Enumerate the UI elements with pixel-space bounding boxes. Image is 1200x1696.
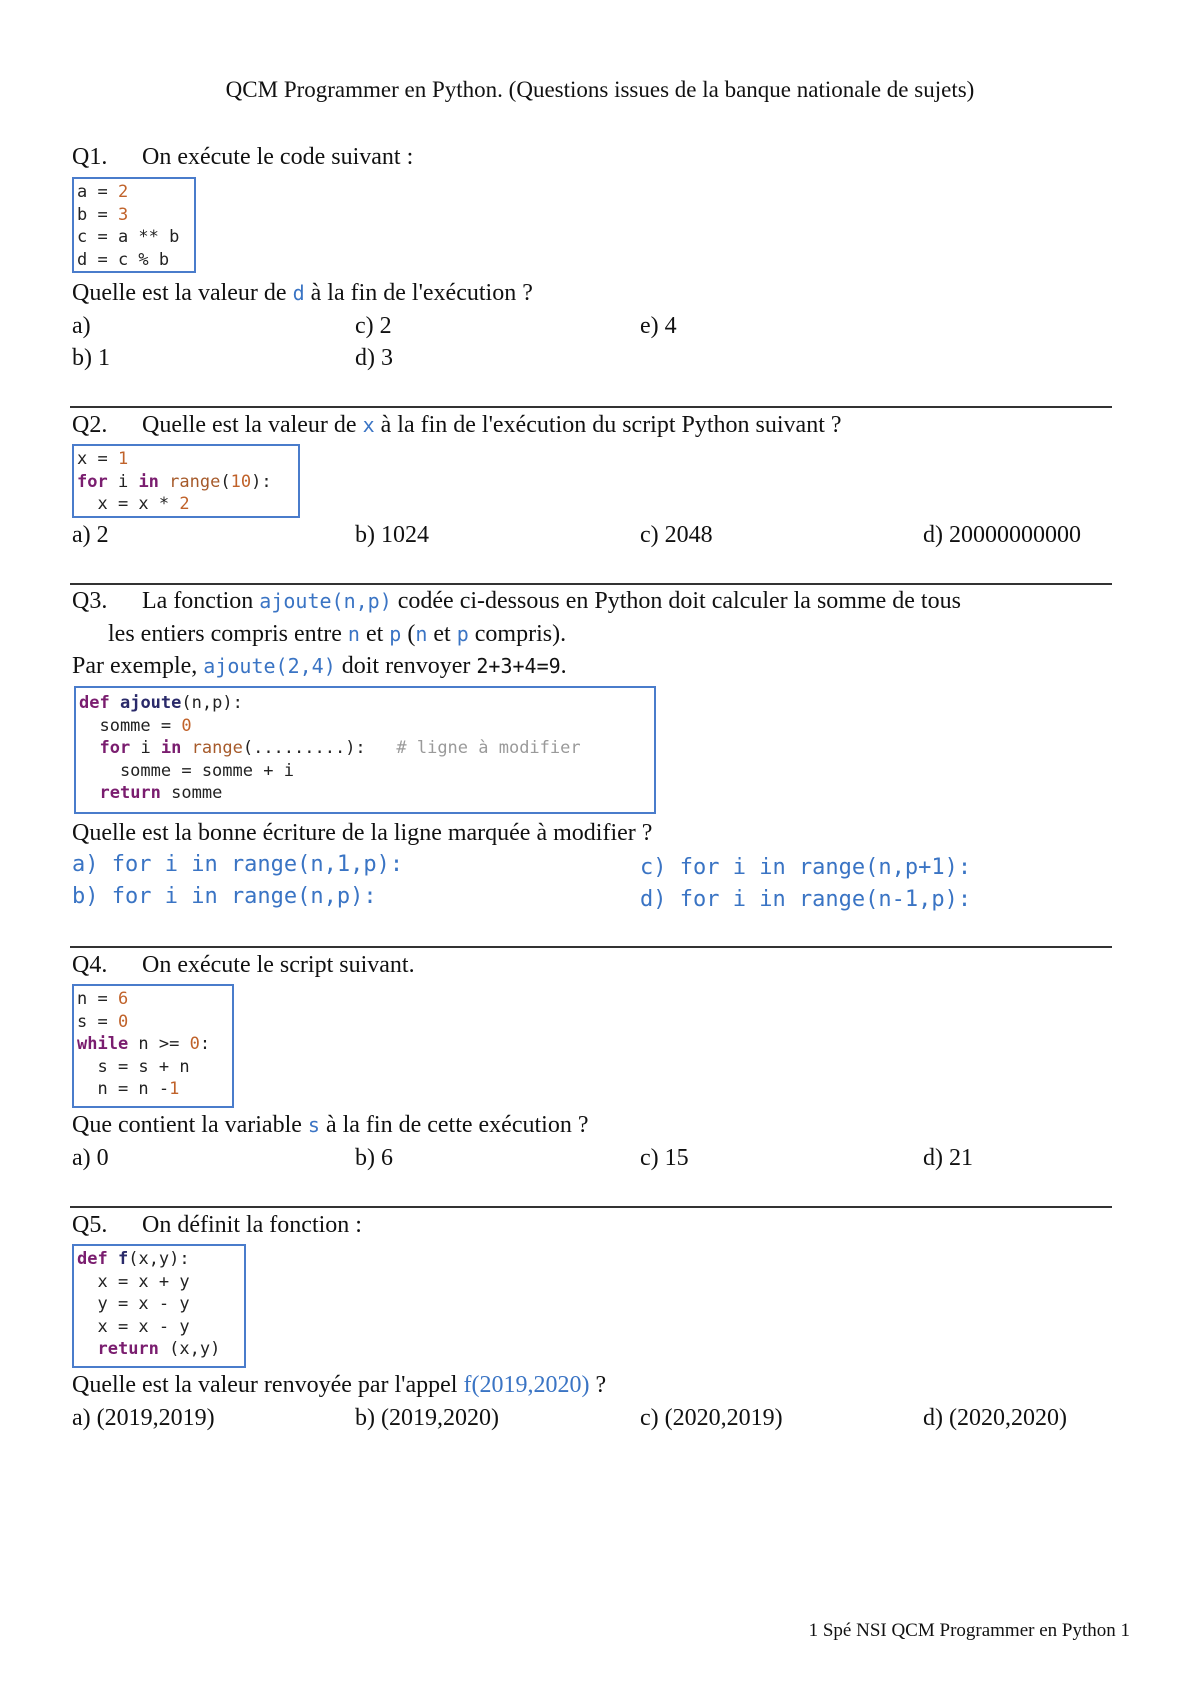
q3-option-d: d) for i in range(n-1,p): — [640, 887, 972, 912]
q1-text: On exécute le code suivant : — [142, 144, 414, 170]
code-line: s = s + n — [77, 1056, 190, 1077]
q2-code-block — [72, 444, 300, 518]
q2-option-c: c) 2048 — [640, 522, 713, 548]
code-line: for i in range(.........): # ligne à modifier — [99, 738, 581, 758]
q5-number: Q5. — [72, 1212, 108, 1238]
code-line: return (x,y) — [97, 1339, 221, 1359]
page-title: QCM Programmer en Python. (Questions issues de la banque nationale de sujets) — [225, 77, 975, 102]
q4-number: Q4. — [72, 952, 108, 978]
q1-option-d: d) 3 — [355, 345, 393, 371]
code-line: n = 6 — [77, 989, 129, 1009]
q1-heading — [72, 144, 413, 171]
q5-option-b: b) (2019,2020) — [355, 1405, 499, 1431]
code-line: b = 3 — [77, 204, 129, 225]
code-line: n = n -1 — [77, 1079, 180, 1099]
q4-option-a: a) 0 — [72, 1145, 109, 1171]
code-line: y = x - y — [77, 1294, 190, 1314]
q2-option-a: a) 2 — [72, 522, 109, 548]
q2-option-b: b) 1024 — [355, 522, 429, 548]
q4-option-b: b) 6 — [355, 1145, 393, 1171]
page-footer: 1 Spé NSI QCM Programmer en Python 1 — [808, 1620, 1130, 1641]
divider — [70, 406, 1112, 408]
q2-number: Q2. — [72, 412, 108, 438]
code-line: x = x * 2 — [77, 494, 190, 514]
q3-question: Quelle est la bonne écriture de la ligne marquée à modifier ? — [72, 820, 653, 846]
divider — [70, 946, 1112, 948]
divider — [70, 1206, 1112, 1208]
q3-option-b: b) for i in range(n,p): — [72, 884, 377, 909]
q1-option-c: c) 2 — [355, 313, 392, 339]
q5-code-block — [72, 1244, 246, 1368]
q5-option-d: d) (2020,2020) — [923, 1405, 1067, 1431]
divider — [70, 583, 1112, 585]
code-line: x = 1 — [77, 449, 129, 469]
code-line: while n >= 0: — [77, 1034, 211, 1054]
code-line: somme = somme + i — [79, 760, 294, 781]
q2-option-d: d) 20000000000 — [923, 522, 1081, 548]
q1-option-b: b) 1 — [72, 345, 110, 371]
code-line: d = c % b — [77, 249, 170, 270]
q4-option-d: d) 21 — [923, 1145, 973, 1171]
code-line: return somme — [99, 783, 223, 803]
code-line: for i in range(10): — [77, 471, 272, 492]
code-line: s = 0 — [77, 1011, 129, 1032]
q5-option-c: c) (2020,2019) — [640, 1405, 783, 1431]
q1-number: Q1. — [72, 144, 108, 170]
q3-number: Q3. — [72, 588, 108, 614]
q3-line3: Par exemple, ajoute(2,4) doit renvoyer 2+3+4=9. — [72, 653, 567, 679]
q4-option-c: c) 15 — [640, 1145, 689, 1171]
q1-code-block — [72, 177, 196, 273]
code-line: x = x + y — [77, 1271, 190, 1292]
q3-heading: Q3. La fonction ajoute(n,p) codée ci-dessous en Python doit calculer la somme de tous — [72, 588, 961, 614]
q1-option-e: e) 4 — [640, 313, 677, 339]
q5-heading: Q5. On définit la fonction : — [72, 1212, 362, 1238]
q1-question: Quelle est la valeur de d à la fin de l'exécution ? — [72, 280, 533, 306]
q5-option-a: a) (2019,2019) — [72, 1405, 215, 1431]
q2-heading: Q2. Quelle est la valeur de x à la fin de l'exécution du script Python suivant ? — [72, 412, 842, 438]
code-line: def ajoute(n,p): — [79, 693, 243, 713]
code-line: x = x - y — [77, 1316, 190, 1337]
code-line: def f(x,y): — [77, 1249, 190, 1269]
q4-heading: Q4. On exécute le script suivant. — [72, 952, 415, 978]
q3-code-block — [74, 686, 656, 814]
q4-code-block — [72, 984, 234, 1108]
q3-line2: les entiers compris entre n et p (n et p compris). — [108, 621, 567, 647]
q3-option-c: c) for i in range(n,p+1): — [640, 855, 972, 880]
code-line: c = a ** b — [77, 227, 180, 247]
code-line: a = 2 — [77, 182, 129, 202]
q5-question: Quelle est la valeur renvoyée par l'appel f(2019,2020) ? — [72, 1372, 607, 1398]
q4-question: Que contient la variable s à la fin de cette exécution ? — [72, 1112, 589, 1138]
code-line: somme = 0 — [79, 715, 192, 736]
q3-option-a: a) for i in range(n,1,p): — [72, 852, 404, 877]
q1-option-a: a) — [72, 313, 91, 339]
q1-var: d — [292, 281, 305, 305]
